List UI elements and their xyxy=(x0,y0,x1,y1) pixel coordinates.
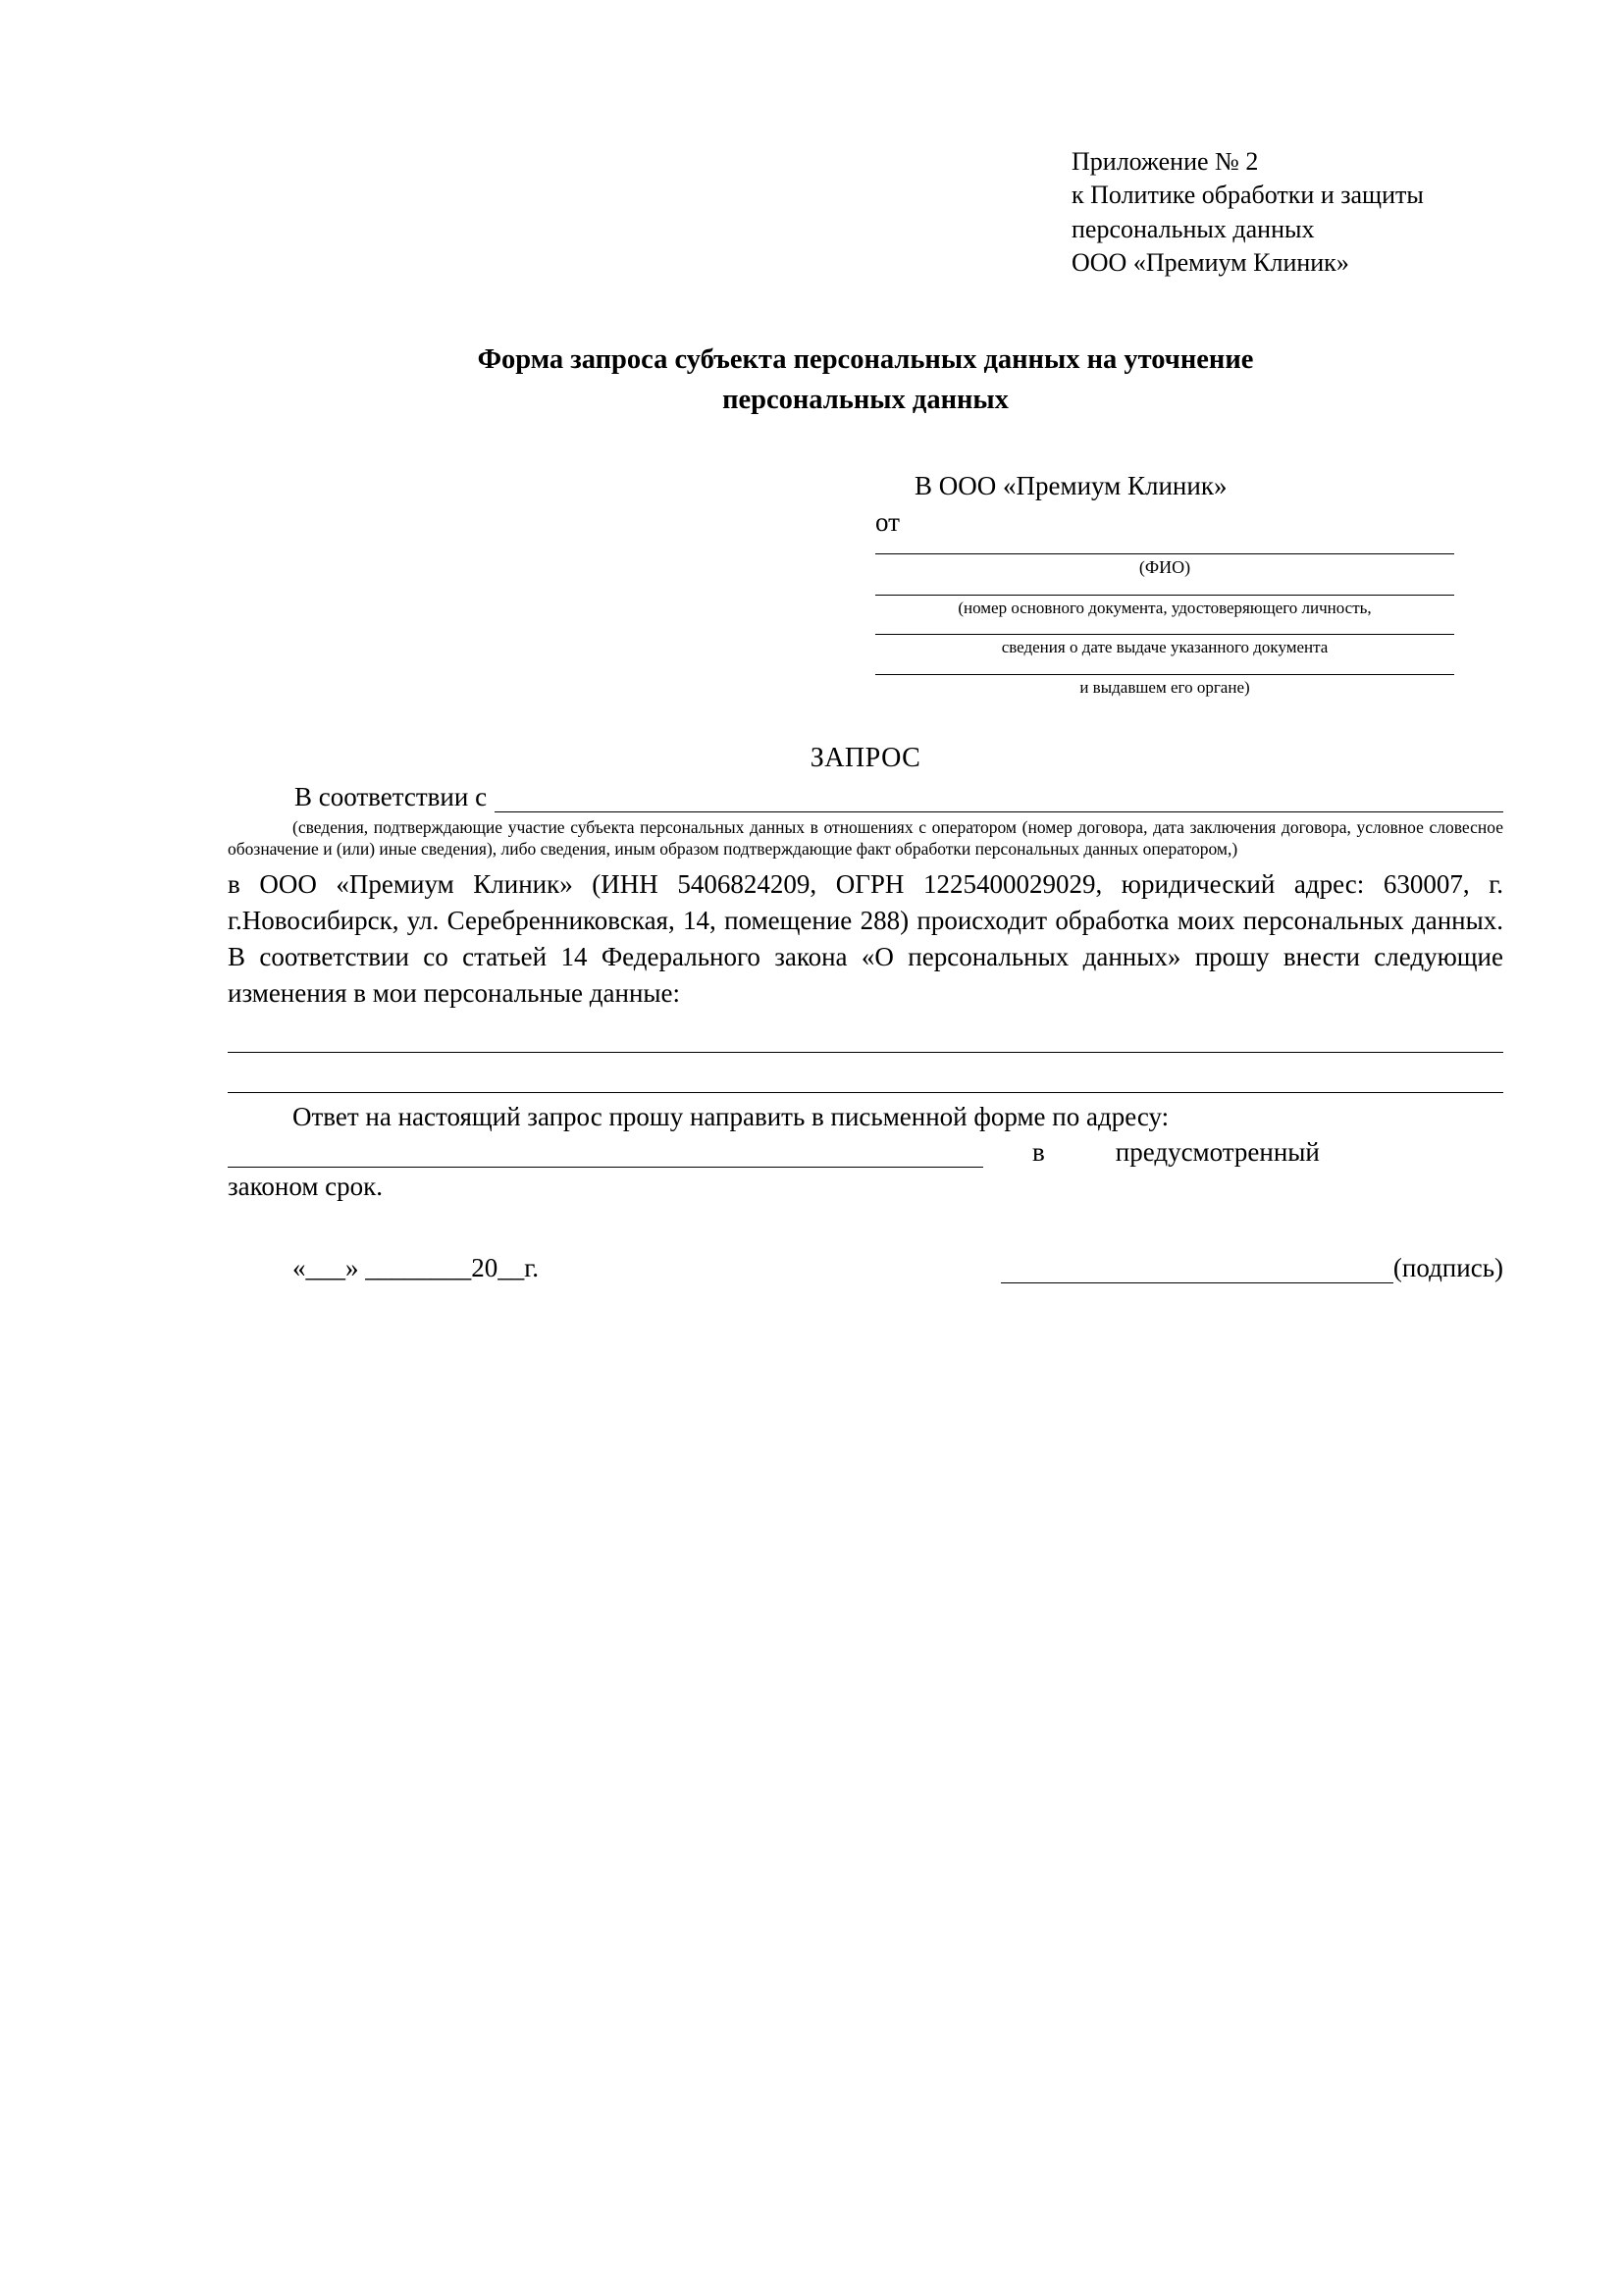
in-accordance-row xyxy=(228,782,1503,812)
fio-blank-line[interactable] xyxy=(875,553,1454,554)
page-title-line-1: Форма запроса субъекта персональных данных на уточнение xyxy=(477,344,1254,376)
appendix-line-4: ООО «Премиум Клиник» xyxy=(1072,247,1349,277)
document-content xyxy=(228,0,1503,1283)
addressee-block xyxy=(875,471,1454,698)
reply-paragraph xyxy=(228,1099,1503,1135)
doc-number-blank-line[interactable] xyxy=(875,595,1454,596)
page-title xyxy=(228,340,1503,420)
reply-address-input-line[interactable] xyxy=(228,1139,983,1168)
appendix-line-3: персональных данных xyxy=(1072,214,1315,243)
signature-input-line[interactable] xyxy=(1001,1257,1393,1283)
appendix-line-1: Приложение № 2 xyxy=(1072,147,1259,176)
fineprint-text: (сведения, подтверждающие участие субъекта персональных данных в отношениях с оператором (номер договора, дата заключения договора, условное словесное обозначение и (или) иные сведения), либо сведения, иным образом подтверждающие факт обработки персональных данных оператором,) xyxy=(228,816,1503,860)
appendix-line-2: к Политике обработки и защиты xyxy=(1072,181,1424,210)
reply-address-row xyxy=(228,1137,1503,1168)
date-field[interactable]: «___» ________20__г. xyxy=(292,1252,540,1282)
doc-date-blank-line[interactable] xyxy=(875,634,1454,635)
request-heading: ЗАПРОС xyxy=(810,742,921,773)
signature-caption: (подпись) xyxy=(1392,1252,1503,1282)
fineprint-note xyxy=(228,816,1503,861)
appendix-block xyxy=(1072,145,1503,280)
doc-issuer-blank-line[interactable] xyxy=(875,674,1454,675)
reply-word-v: в xyxy=(1032,1136,1045,1167)
fio-caption: (ФИО) xyxy=(1138,557,1191,578)
reply-word-predusmotrennyy: предусмотренный xyxy=(1115,1136,1320,1167)
page-title-line-2: персональных данных xyxy=(722,384,1009,415)
addressee-organization: В ООО «Премиум Клиник» xyxy=(915,471,1228,501)
changes-blank-line-2[interactable] xyxy=(228,1092,1503,1093)
reply-tail-text: законом срок. xyxy=(228,1171,384,1201)
changes-blank-line-1[interactable] xyxy=(228,1052,1503,1053)
in-accordance-input-line[interactable] xyxy=(495,786,1503,812)
addressee-from-label: от xyxy=(875,507,900,538)
doc-number-caption: (номер основного документа, удостоверяющего личность, xyxy=(958,598,1372,617)
reply-paragraph-text: Ответ на настоящий запрос прошу направить в письменной форме по адресу: xyxy=(292,1101,1170,1131)
body-paragraph: в ООО «Премиум Клиник» (ИНН 5406824209, ОГРН 1225400029029, юридический адрес: 630007, г. г.Новосибирск, ул. Серебренниковская, 14, помещение 288) происходит обработка моих персональных данных. В соответствии со статьей 14 Федерального закона «О персональных данных» прошу внести следующие изменения в мои персональные данные: xyxy=(228,868,1503,1009)
signature-row xyxy=(228,1253,1503,1283)
doc-issuer-caption: и выдавшем его органе) xyxy=(1079,677,1250,697)
in-accordance-label: В соответствии с xyxy=(294,781,488,811)
doc-date-caption: сведения о дате выдаче указанного документа xyxy=(1001,638,1329,657)
